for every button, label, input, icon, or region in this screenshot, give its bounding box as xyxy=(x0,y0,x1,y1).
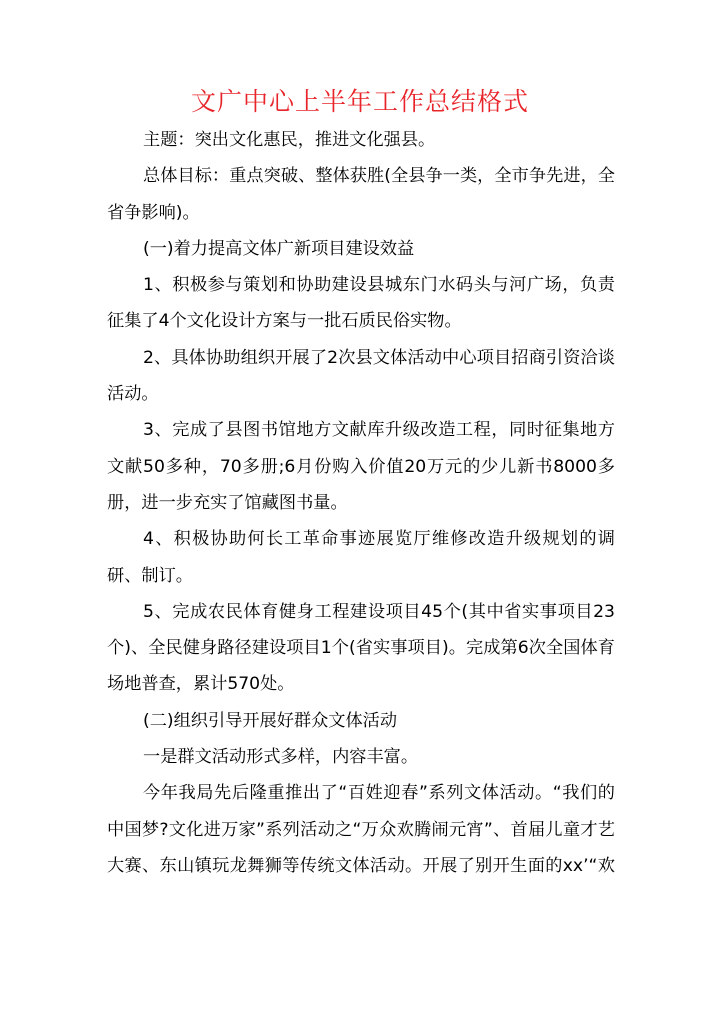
paragraph-item-4: 4、积极协助何长工革命事迹展览厅维修改造升级规划的调研、制订。 xyxy=(107,529,615,586)
section-heading-2: (二)组织引导开展好群众文体活动 xyxy=(143,710,398,731)
paragraph-item-2: 2、具体协助组织开展了2次县文体活动中心项目招商引资洽谈活动。 xyxy=(107,347,615,405)
section-heading-1: (一)着力提高文体广新项目建设效益 xyxy=(143,238,415,259)
paragraph-item-5: 5、完成农民体育健身工程建设项目45个(其中省实事项目23个)、全民健身路径建设项目1个(省实事项目)。完成第6次全国体育场地普查，累计570处。 xyxy=(107,601,615,695)
document-body xyxy=(107,122,615,884)
paragraph-overall-goal: 总体目标：重点突破、整体获胜(全县争一类，全市争先进，全省争影响)。 xyxy=(107,166,615,223)
paragraph-item-3: 3、完成了县图书馆地方文献库升级改造工程，同时征集地方文献50多种，70多册;6月份购入价值20万元的少儿新书8000多册，进一步充实了馆藏图书量。 xyxy=(107,420,615,513)
paragraph-item-1: 1、积极参与策划和协助建设县城东门水码头与河广场，负责征集了4个文化设计方案与一批石质民俗实物。 xyxy=(107,275,615,332)
paragraph-activities: 今年我局先后隆重推出了“百姓迎春”系列文体活动。“我们的中国梦?文化进万家”系列活动之“万众欢腾闹元宵”、首届儿童才艺大赛、东山镇玩龙舞狮等传统文体活动。开展了别开生面的xx’“欢 xyxy=(107,783,615,876)
document-title: 文广中心上半年工作总结格式 xyxy=(190,87,529,116)
paragraph-theme: 主题：突出文化惠民，推进文化强县。 xyxy=(143,130,436,150)
paragraph-point-1: 一是群文活动形式多样，内容丰富。 xyxy=(143,747,419,768)
